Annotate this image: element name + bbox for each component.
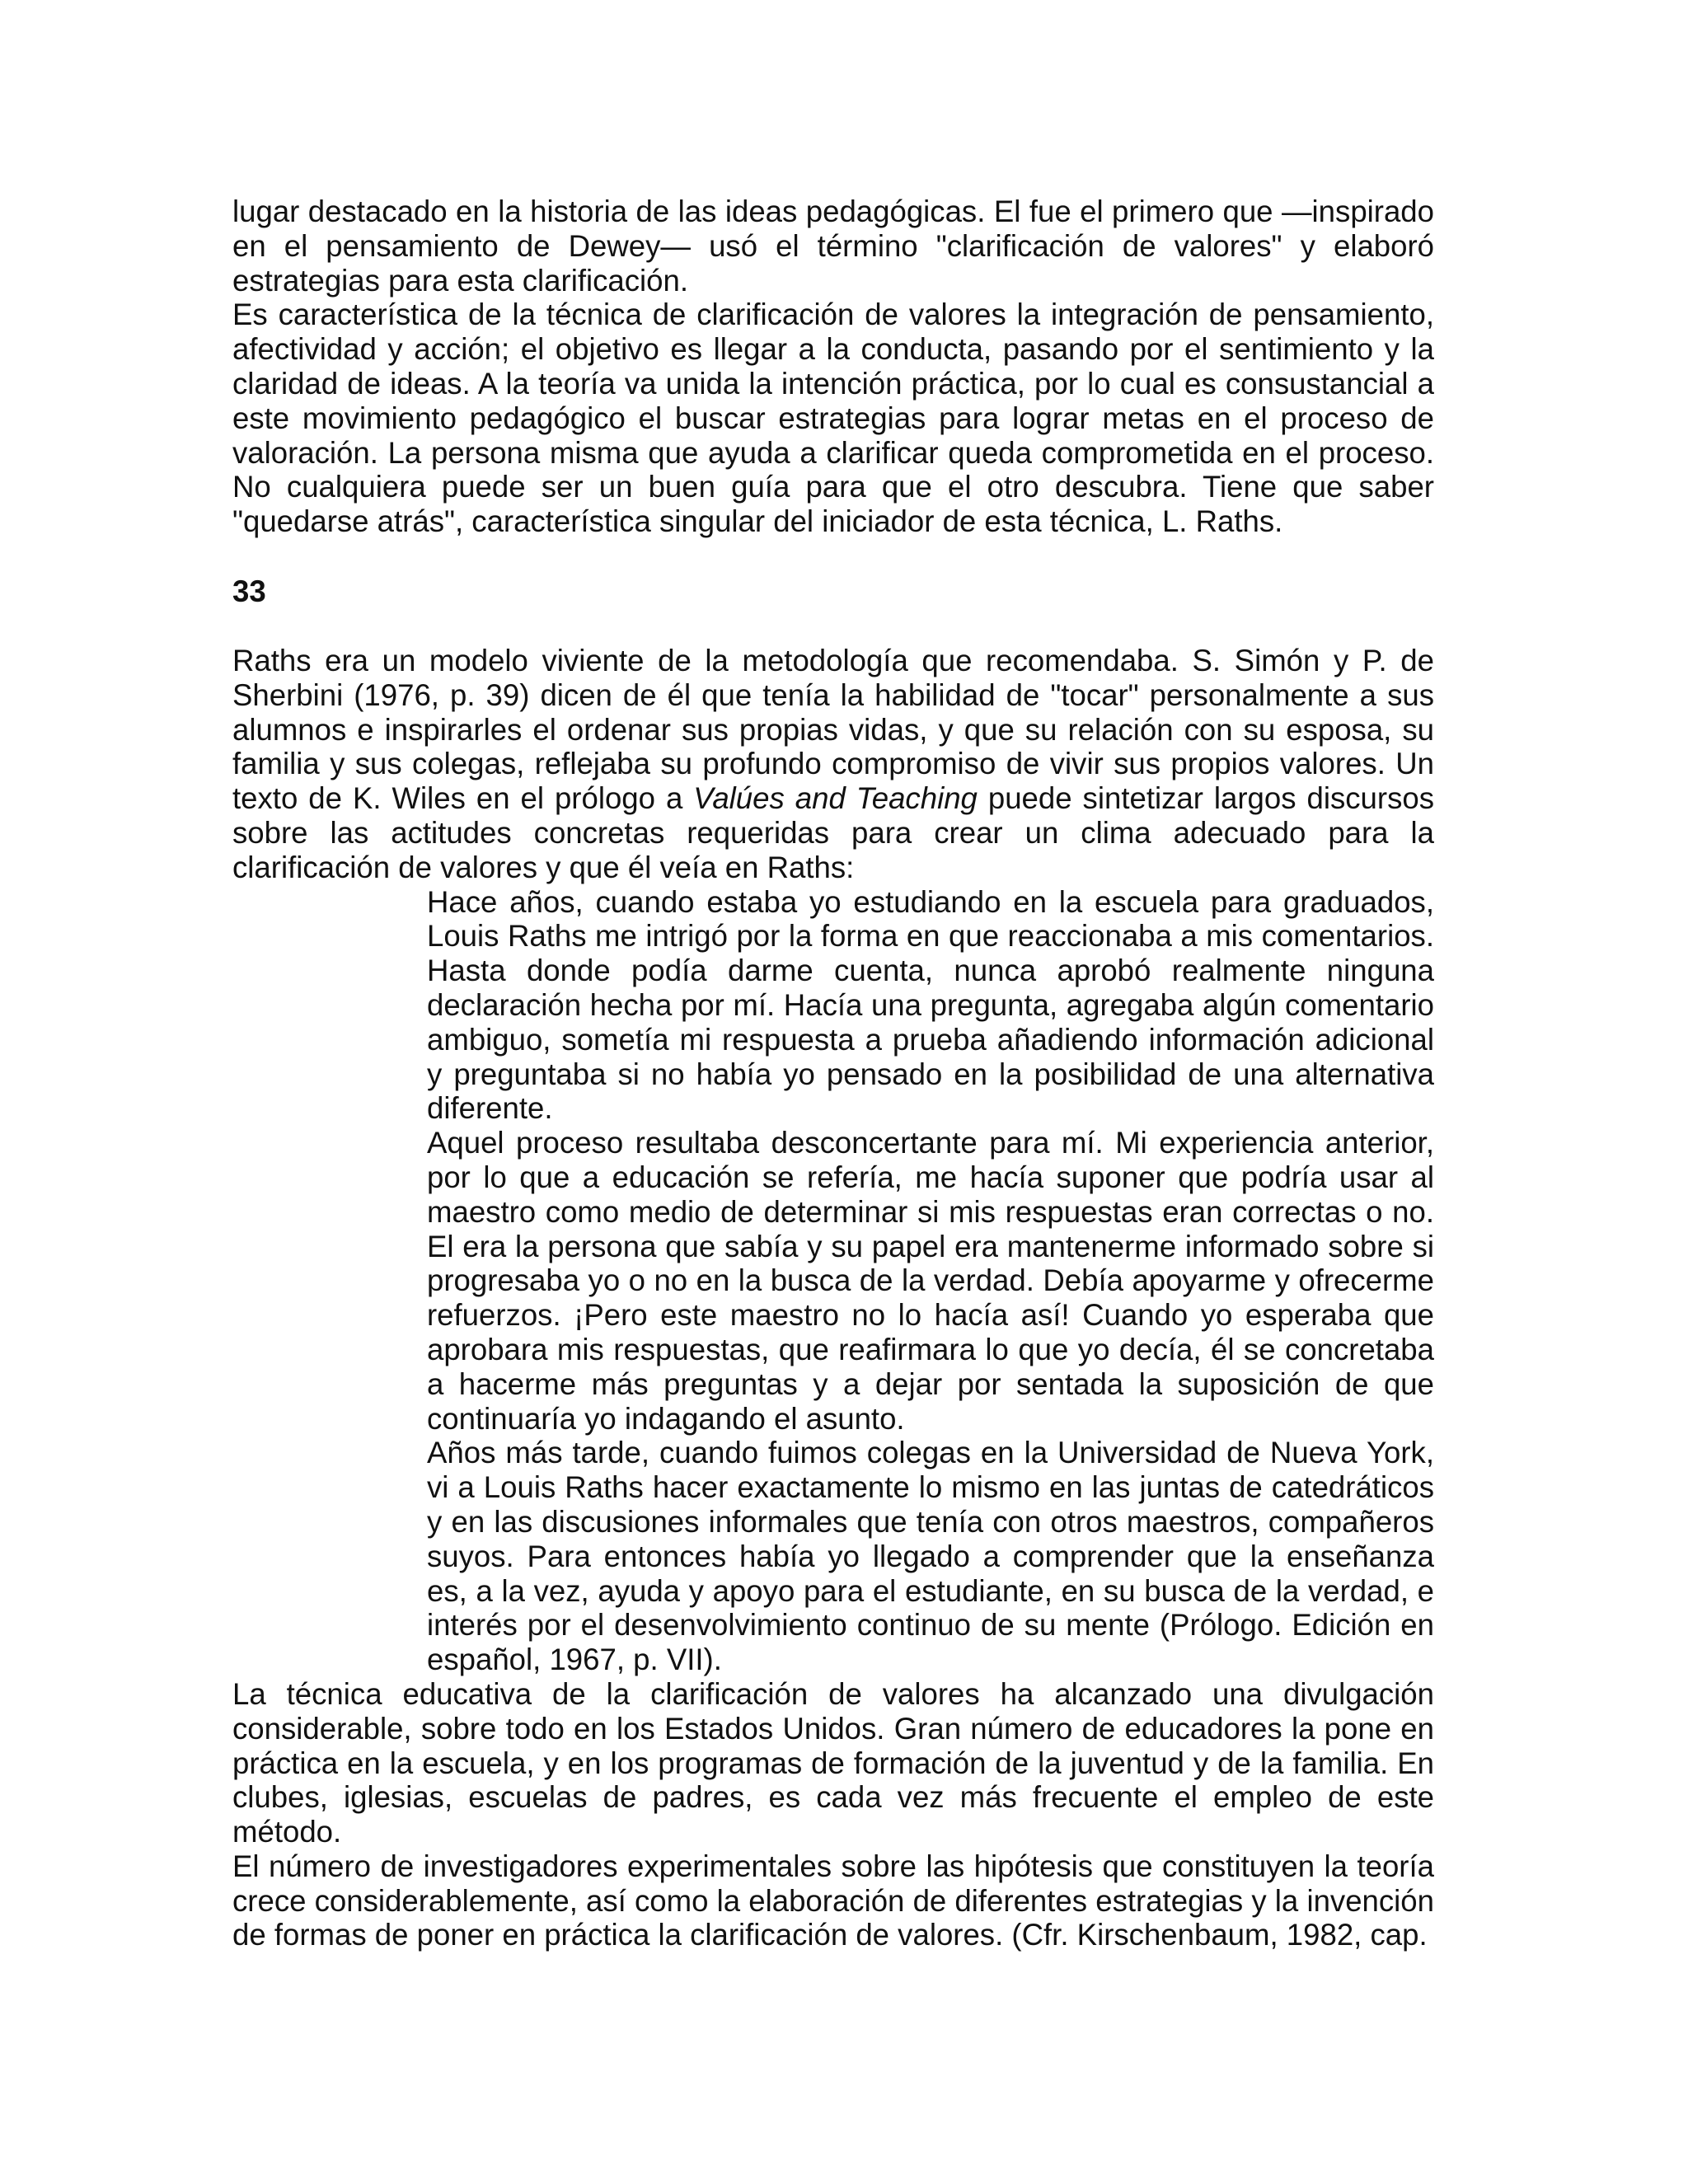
raths-text-end: puede sintetizar largos discursos sobre las actitudes concretas requeridas para crear un clima adecuado para la clarificación de valores y que él veía en Raths: bbox=[232, 781, 1434, 884]
body-paragraph: Es característica de la técnica de clarificación de valores la integración de pensamiento, afectividad y acción; el objetivo es llegar a la conducta, pasando por el sentimiento y la claridad de ideas. A la teoría va unida la intención práctica, por lo cual es consustancial a este movimiento pedagógico el buscar estrategias para lograr metas en el proceso de valoración. La persona misma que ayuda a clarificar queda comprometida en el proceso. No cualquiera puede ser un buen guía para que el otro descubra. Tiene que saber "quedarse atrás", característica singular del iniciador de esta técnica, L. Raths. bbox=[232, 298, 1434, 539]
body-paragraph: La técnica educativa de la clarificación de valores ha alcanzado una divulgación considerable, sobre todo en los Estados Unidos. Gran número de educadores la pone en práctica en la escuela, y en los programas de formación de la juventud y de la familia. En clubes, iglesias, escuelas de padres, es cada vez más frecuente el empleo de este método. bbox=[232, 1676, 1434, 1849]
block-quote bbox=[427, 885, 1434, 1677]
main-section bbox=[232, 644, 1434, 1952]
intro-section bbox=[232, 194, 1434, 539]
body-paragraph: lugar destacado en la historia de las ideas pedagógicas. El fue el primero que —inspirado en el pensamiento de Dewey— usó el término "clarificación de valores" y elaboró estrategias para esta clarificación. bbox=[232, 194, 1434, 298]
book-title: Valúes and Teaching bbox=[693, 781, 978, 816]
quote-paragraph: Años más tarde, cuando fuimos colegas en la Universidad de Nueva York, vi a Louis Raths hacer exactamente lo mismo en las juntas de catedráticos y en las discusiones informales que tenía con otros maestros, compañeros suyos. Para entonces había yo llegado a comprender que la enseñanza es, a la vez, ayuda y apoyo para el estudiante, en su busca de la verdad, e interés por el desenvolvimiento continuo de su mente (Prólogo. Edición en español, 1967, p. VII). bbox=[427, 1436, 1434, 1677]
quote-paragraph: Aquel proceso resultaba desconcertante para mí. Mi experiencia anterior, por lo que a educación se refería, me hacía suponer que podría usar al maestro como medio de determinar si mis respuestas eran correctas o no. El era la persona que sabía y su papel era mantenerme informado sobre si progresaba yo o no en la busca de la verdad. Debía apoyarme y ofrecerme refuerzos. ¡Pero este maestro no lo hacía así! Cuando yo esperaba que aprobara mis respuestas, que reafirmara lo que yo decía, él se concretaba a hacerme más preguntas y a dejar por sentada la suposición de que continuaría yo indagando el asunto. bbox=[427, 1126, 1434, 1436]
raths-paragraph bbox=[232, 644, 1434, 885]
body-paragraph: El número de investigadores experimentales sobre las hipótesis que constituyen la teoría crece considerablemente, así como la elaboración de diferentes estrategias y la invención de formas de poner en práctica la clarificación de valores. (Cfr. Kirschenbaum, 1982, cap. bbox=[232, 1849, 1434, 1952]
page-number: 33 bbox=[232, 574, 266, 608]
quote-paragraph: Hace años, cuando estaba yo estudiando en la escuela para graduados, Louis Raths me intrigó por la forma en que reaccionaba a mis comentarios. Hasta donde podía darme cuenta, nunca aprobó realmente ninguna declaración hecha por mí. Hacía una pregunta, agregaba algún comentario ambiguo, sometía mi respuesta a prueba añadiendo información adicional y preguntaba si no había yo pensado en la posibilidad de una alternativa diferente. bbox=[427, 884, 1434, 1126]
raths-text-start: Raths era un modelo viviente de la metodología que recomendaba. S. Simón y P. de Sherbini (1976, p. 39) dicen de él que tenía la habilidad de "tocar" personalmente a sus alumnos e inspirarles el ordenar sus propias vidas, y que su relación con su esposa, su familia y sus colegas, reflejaba su profundo compromiso de vivir sus propios valores. Un texto de K. Wiles en el prólogo a bbox=[232, 644, 1434, 816]
